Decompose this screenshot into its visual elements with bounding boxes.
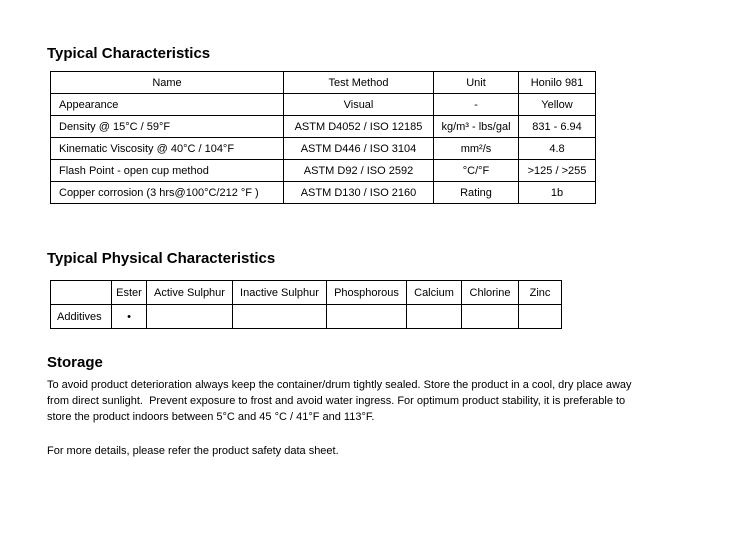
- table-row-appearance: [51, 94, 596, 116]
- table-header-row: [51, 72, 596, 94]
- column-header-name: Name: [51, 72, 284, 94]
- column-header-active-sulphur: Active Sulphur: [147, 281, 233, 305]
- column-header-test-method: Test Method: [284, 72, 434, 94]
- cell-zinc: [519, 305, 562, 329]
- column-header-inactive-sulphur: Inactive Sulphur: [233, 281, 327, 305]
- column-header-phosphorous: Phosphorous: [327, 281, 407, 305]
- cell-test-method: ASTM D92 / ISO 2592: [284, 160, 434, 182]
- cell-test-method: Visual: [284, 94, 434, 116]
- cell-unit: °C/°F: [434, 160, 519, 182]
- heading-storage: Storage: [47, 354, 103, 371]
- column-header-blank: [51, 281, 112, 305]
- cell-test-method: ASTM D4052 / ISO 12185: [284, 116, 434, 138]
- cell-phosphorous: [327, 305, 407, 329]
- storage-paragraph-line: store the product indoors between 5°C and 45 °C / 41°F and 113°F.: [47, 411, 375, 423]
- column-header-calcium: Calcium: [407, 281, 462, 305]
- cell-name: Copper corrosion (3 hrs@100°C/212 °F ): [51, 182, 284, 204]
- cell-unit: kg/m³ - lbs/gal: [434, 116, 519, 138]
- table-row-copper-corrosion: [51, 182, 596, 204]
- table-row-density: [51, 116, 596, 138]
- cell-name: Kinematic Viscosity @ 40°C / 104°F: [51, 138, 284, 160]
- cell-value: >125 / >255: [519, 160, 596, 182]
- cell-unit: Rating: [434, 182, 519, 204]
- storage-paragraph-line: from direct sunlight. Prevent exposure to frost and avoid water ingress. For optimum product stability, it is preferable to: [47, 395, 626, 407]
- cell-name: Appearance: [51, 94, 284, 116]
- cell-value: 4.8: [519, 138, 596, 160]
- heading-typical-physical-characteristics: Typical Physical Characteristics: [47, 250, 276, 267]
- table-row-additives: [51, 305, 562, 329]
- cell-ester-bullet: •: [112, 305, 147, 329]
- storage-paragraph-line: To avoid product deterioration always keep the container/drum tightly sealed. Store the product in a cool, dry place away: [47, 379, 632, 391]
- cell-unit: -: [434, 94, 519, 116]
- column-header-zinc: Zinc: [519, 281, 562, 305]
- typical-characteristics-table: [50, 71, 596, 204]
- column-header-honilo-981: Honilo 981: [519, 72, 596, 94]
- section-spacer: [47, 204, 697, 250]
- cell-active-sulphur: [147, 305, 233, 329]
- cell-value: Yellow: [519, 94, 596, 116]
- cell-calcium: [407, 305, 462, 329]
- section-spacer: [47, 329, 697, 354]
- cell-test-method: ASTM D446 / ISO 3104: [284, 138, 434, 160]
- table-row-flash-point: [51, 160, 596, 182]
- table-header-row: [51, 281, 562, 305]
- cell-name: Density @ 15°C / 59°F: [51, 116, 284, 138]
- cell-value: 831 - 6.94: [519, 116, 596, 138]
- cell-value: 1b: [519, 182, 596, 204]
- cell-chlorine: [462, 305, 519, 329]
- typical-physical-characteristics-table: [50, 280, 562, 329]
- column-header-ester: Ester: [112, 281, 147, 305]
- heading-typical-characteristics: Typical Characteristics: [47, 45, 211, 62]
- cell-unit: mm²/s: [434, 138, 519, 160]
- cell-test-method: ASTM D130 / ISO 2160: [284, 182, 434, 204]
- table-row-kinematic-viscosity: [51, 138, 596, 160]
- cell-name: Flash Point - open cup method: [51, 160, 284, 182]
- storage-note: For more details, please refer the product safety data sheet.: [47, 445, 339, 457]
- column-header-chlorine: Chlorine: [462, 281, 519, 305]
- cell-additives-label: Additives: [51, 305, 112, 329]
- column-header-unit: Unit: [434, 72, 519, 94]
- cell-inactive-sulphur: [233, 305, 327, 329]
- storage-paragraph: [47, 377, 697, 425]
